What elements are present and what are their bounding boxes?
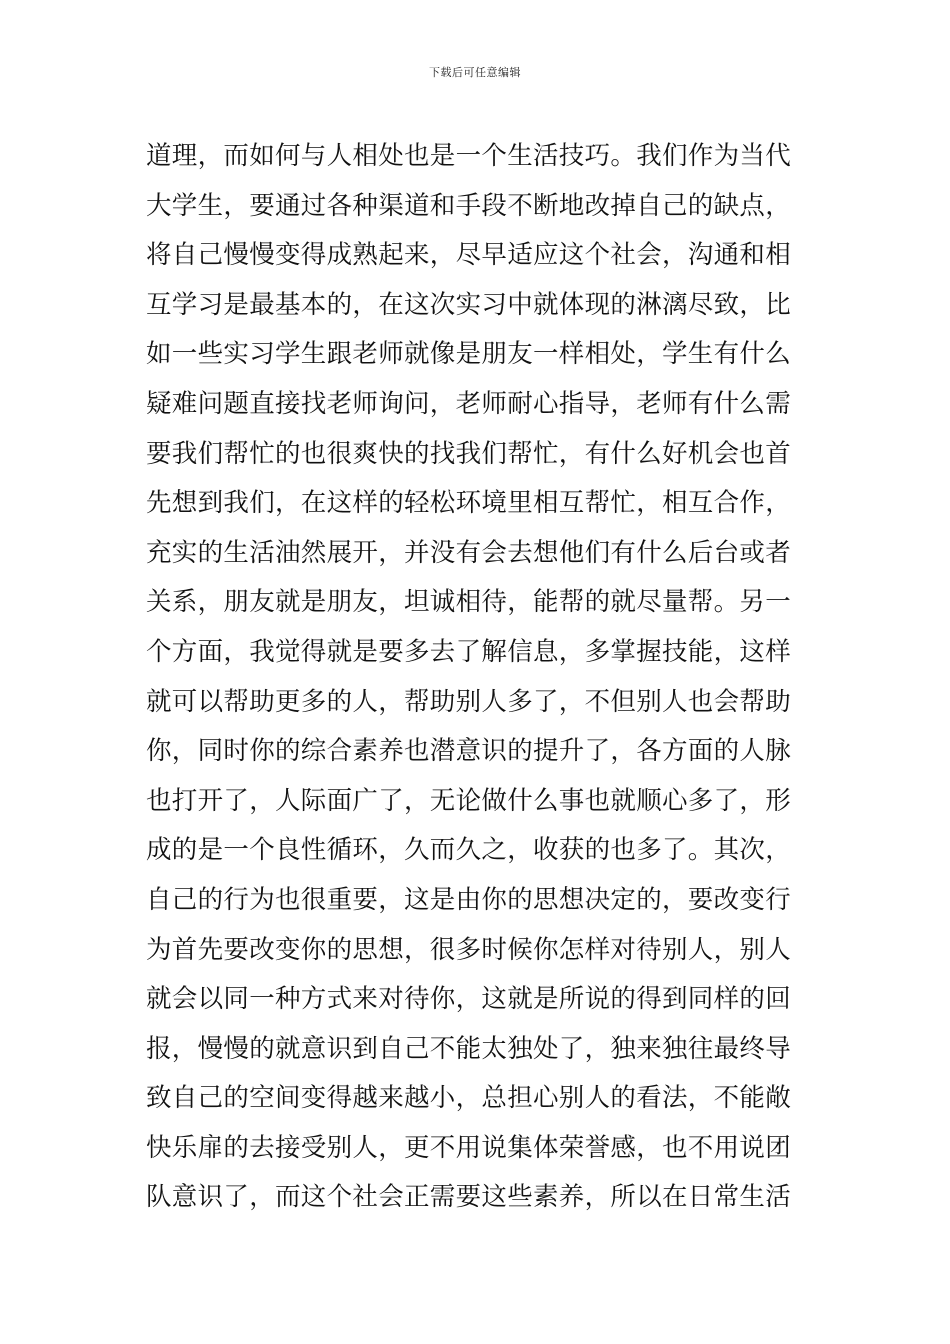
text-line: 要我们帮忙的也很爽快的找我们帮忙，有什么好机会也首 [146,438,792,469]
text-line: 大学生，要通过各种渠道和手段不断地改掉自己的缺点， [146,190,792,221]
text-line: 就可以帮助更多的人，帮助别人多了，不但别人也会帮助 [146,686,792,717]
text-line: 如一些实习学生跟老师就像是朋友一样相处，学生有什么 [146,339,792,370]
text-line: 致自己的空间变得越来越小，总担心别人的看法，不能敞 [146,1083,792,1114]
text-line: 道理，而如何与人相处也是一个生活技巧。我们作为当代 [146,141,792,171]
text-line: 先想到我们，在这样的轻松环境里相互帮忙，相互合作， [146,488,792,519]
text-line: 为首先要改变你的思想，很多时候你怎样对待别人，别人 [146,934,792,965]
text-line: 就会以同一种方式来对待你，这就是所说的得到同样的回 [146,984,792,1015]
text-line: 也打开了，人际面广了，无论做什么事也就顺心多了，形 [146,785,792,816]
text-line: 关系，朋友就是朋友，坦诚相待，能帮的就尽量帮。另一 [146,587,792,618]
text-line: 报，慢慢的就意识到自己不能太独处了，独来独往最终导 [146,1033,792,1064]
text-line: 成的是一个良性循环，久而久之，收获的也多了。其次， [146,835,792,866]
text-line: 互学习是最基本的，在这次实习中就体现的淋漓尽致，比 [146,289,792,320]
text-line: 队意识了，而这个社会正需要这些素养，所以在日常生活 [146,1182,792,1213]
body-text [146,132,816,1223]
text-line: 充实的生活油然展开，并没有会去想他们有什么后台或者 [146,537,792,568]
text-line: 自己的行为也很重要，这是由你的思想决定的，要改变行 [146,884,792,915]
page-header: 下载后可任意编辑 [429,66,521,79]
text-line: 个方面，我觉得就是要多去了解信息，多掌握技能，这样 [146,636,792,667]
text-line: 将自己慢慢变得成熟起来，尽早适应这个社会，沟通和相 [146,240,792,271]
text-line: 快乐扉的去接受别人，更不用说集体荣誉感，也不用说团 [146,1132,792,1163]
text-line: 你，同时你的综合素养也潜意识的提升了，各方面的人脉 [146,736,792,767]
text-line: 疑难问题直接找老师询问，老师耐心指导，老师有什么需 [146,388,792,419]
